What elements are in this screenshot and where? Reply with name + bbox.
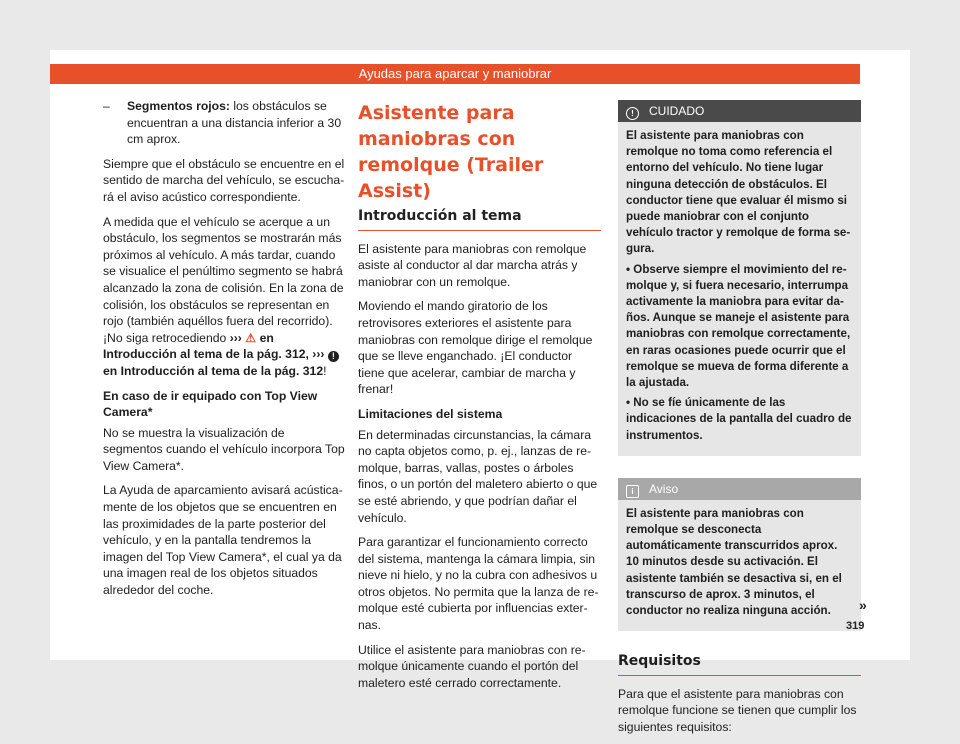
list-item-term: Segmentos rojos: xyxy=(127,99,230,113)
crossref-link-info[interactable]: en Introducción al tema de la pág. 312 xyxy=(103,363,324,378)
crossref-separator: , xyxy=(305,347,313,362)
bullet-dot: • xyxy=(626,262,631,276)
paragraph: El asistente para maniobras con remolque asiste al conductor al dar marcha atrás y maniobrar con un remolque. xyxy=(358,241,587,289)
caution-text: El asistente para maniobras con remolque no toma como referencia el entorno del vehículo. No tiene lugar ninguna detección de obstáculos. El conductor tiene que evaluar él mismo si puede maniobrar con el conjunto vehículo tractor y remolque de forma segura. xyxy=(626,129,851,256)
info-icon: ! xyxy=(328,351,339,362)
paragraph-text: A medida que el vehículo se acerque a un obstáculo, los segmentos se mostrarán más próximos al vehículo. A más tardar, cuando se visualice el penúltimo segmento se habrá alcanzado la zona de colisión. En la zona de colisión, los obstáculos se representan en rojo (también aquéllos fuera del recorrido). ¡No siga retrocediendo xyxy=(103,214,344,345)
section-header: Ayudas para aparcar y maniobrar xyxy=(50,64,860,84)
caution-body xyxy=(618,122,861,456)
bullet-dot: • xyxy=(626,396,631,410)
caution-icon: ! xyxy=(626,107,639,120)
paragraph: En determinadas circunstancias, la cámara no capta objetos como, p. ej., lanzas de remolque, barras, vallas, postes o árboles finos, o un portón del maletero abierto o que se esté abriendo, y que podrían dañar el vehículo. xyxy=(358,427,598,525)
info-icon: i xyxy=(626,485,639,498)
column-middle xyxy=(358,100,601,699)
paragraph: Utilice el asistente para maniobras con remolque únicamente cuando el portón del maletero esté cerrado correctamente. xyxy=(358,642,586,690)
caution-label: CUIDADO xyxy=(649,104,705,118)
list-item-text: los obstáculos se encuentran a una distancia inferior a 30 cm aprox. xyxy=(127,99,342,147)
column-right xyxy=(618,100,861,744)
caution-bullet-text: Observe siempre el movimiento del remolque y, si fuera necesario, interrumpa activamente la maniobra para evitar daños. Aunque se maneje el asistente para maniobras con remolque correctamente, en raras ocasiones puede ocurrir que el remolque se mueva de forma diferente a la ajustada. xyxy=(626,262,851,390)
crossref-arrows: ››› xyxy=(229,330,242,345)
paragraph: No se muestra la visualización de segmentos cuando el vehículo incorpora Top View Camera*. xyxy=(103,425,345,473)
caution-box xyxy=(618,100,861,456)
note-body xyxy=(618,500,861,631)
note-label: Aviso xyxy=(649,481,679,496)
page-number: 319 xyxy=(846,620,865,632)
paragraph: Para garantizar el funcionamiento correcto del sistema, mantenga la cámara limpia, sin nieve ni hielo, y no la cubra con adhesivos u otros objetos. No permita que la lanza de remolque esté cubierta por influencias externas. xyxy=(358,535,599,633)
crossref-arrows: ››› xyxy=(312,347,325,362)
note-box xyxy=(618,478,861,631)
section-title-requirements: Requisitos xyxy=(618,653,861,676)
paragraph-end: ! xyxy=(323,363,327,378)
caution-bullet-text: No se fíe únicamente de las indicaciones de la pantalla del cuadro de instrumentos. xyxy=(626,396,852,442)
note-text: El asistente para maniobras con remolque se desconecta automáticamente transcurridos aprox. 10 minutos desde su activación. El asistente también se desactiva si, en el transcurso de aprox. 3 minutos, el conductor no realiza ninguna acción. xyxy=(626,506,842,618)
subheading-limits: Limitaciones del sistema xyxy=(358,406,503,421)
paragraph: Moviendo el mando giratorio de los retrovisores exteriores el asistente para maniobras con remolque dirige el remolque que se lleve enganchado. ¡El conductor tiene que acelerar, cambiar de marcha y frenar! xyxy=(358,299,593,397)
list-item xyxy=(103,98,345,148)
paragraph: Siempre que el obstáculo se encuentre en el sentido de marcha del vehículo, se escuchará el aviso acústico correspondiente. xyxy=(103,156,345,204)
note-header xyxy=(618,478,861,500)
caution-header xyxy=(618,100,861,122)
caution-bullet xyxy=(626,262,853,392)
paragraph: La Ayuda de aparcamiento avisará acústicamente de los objetos que se encuentren en las proximidades de la parte posterior del vehículo, y en la pantalla tendremos la imagen del Top View Camera*, el cual ya da una imagen real de los objetos situados alrededor del coche. xyxy=(103,483,343,598)
warning-icon: ⚠ xyxy=(245,330,257,345)
page-title: Asistente para maniobras con remolque (Trailer Assist) xyxy=(358,102,544,202)
column-left xyxy=(103,98,345,607)
section-title: Introducción al tema xyxy=(358,208,601,231)
crossref-link-warning[interactable]: en Introducción al tema de la pág. 312 xyxy=(103,330,306,362)
list-dash: – xyxy=(103,99,110,113)
paragraph: Para que el asistente para maniobras con remolque funcione se tienen que cumplir los siguientes requisitos: xyxy=(618,686,857,735)
continue-arrow-icon: » xyxy=(859,597,867,613)
paragraph-collision xyxy=(103,214,345,380)
caution-bullet xyxy=(626,395,853,444)
subheading-topview: En caso de ir equipado con Top View Camera* xyxy=(103,388,318,420)
